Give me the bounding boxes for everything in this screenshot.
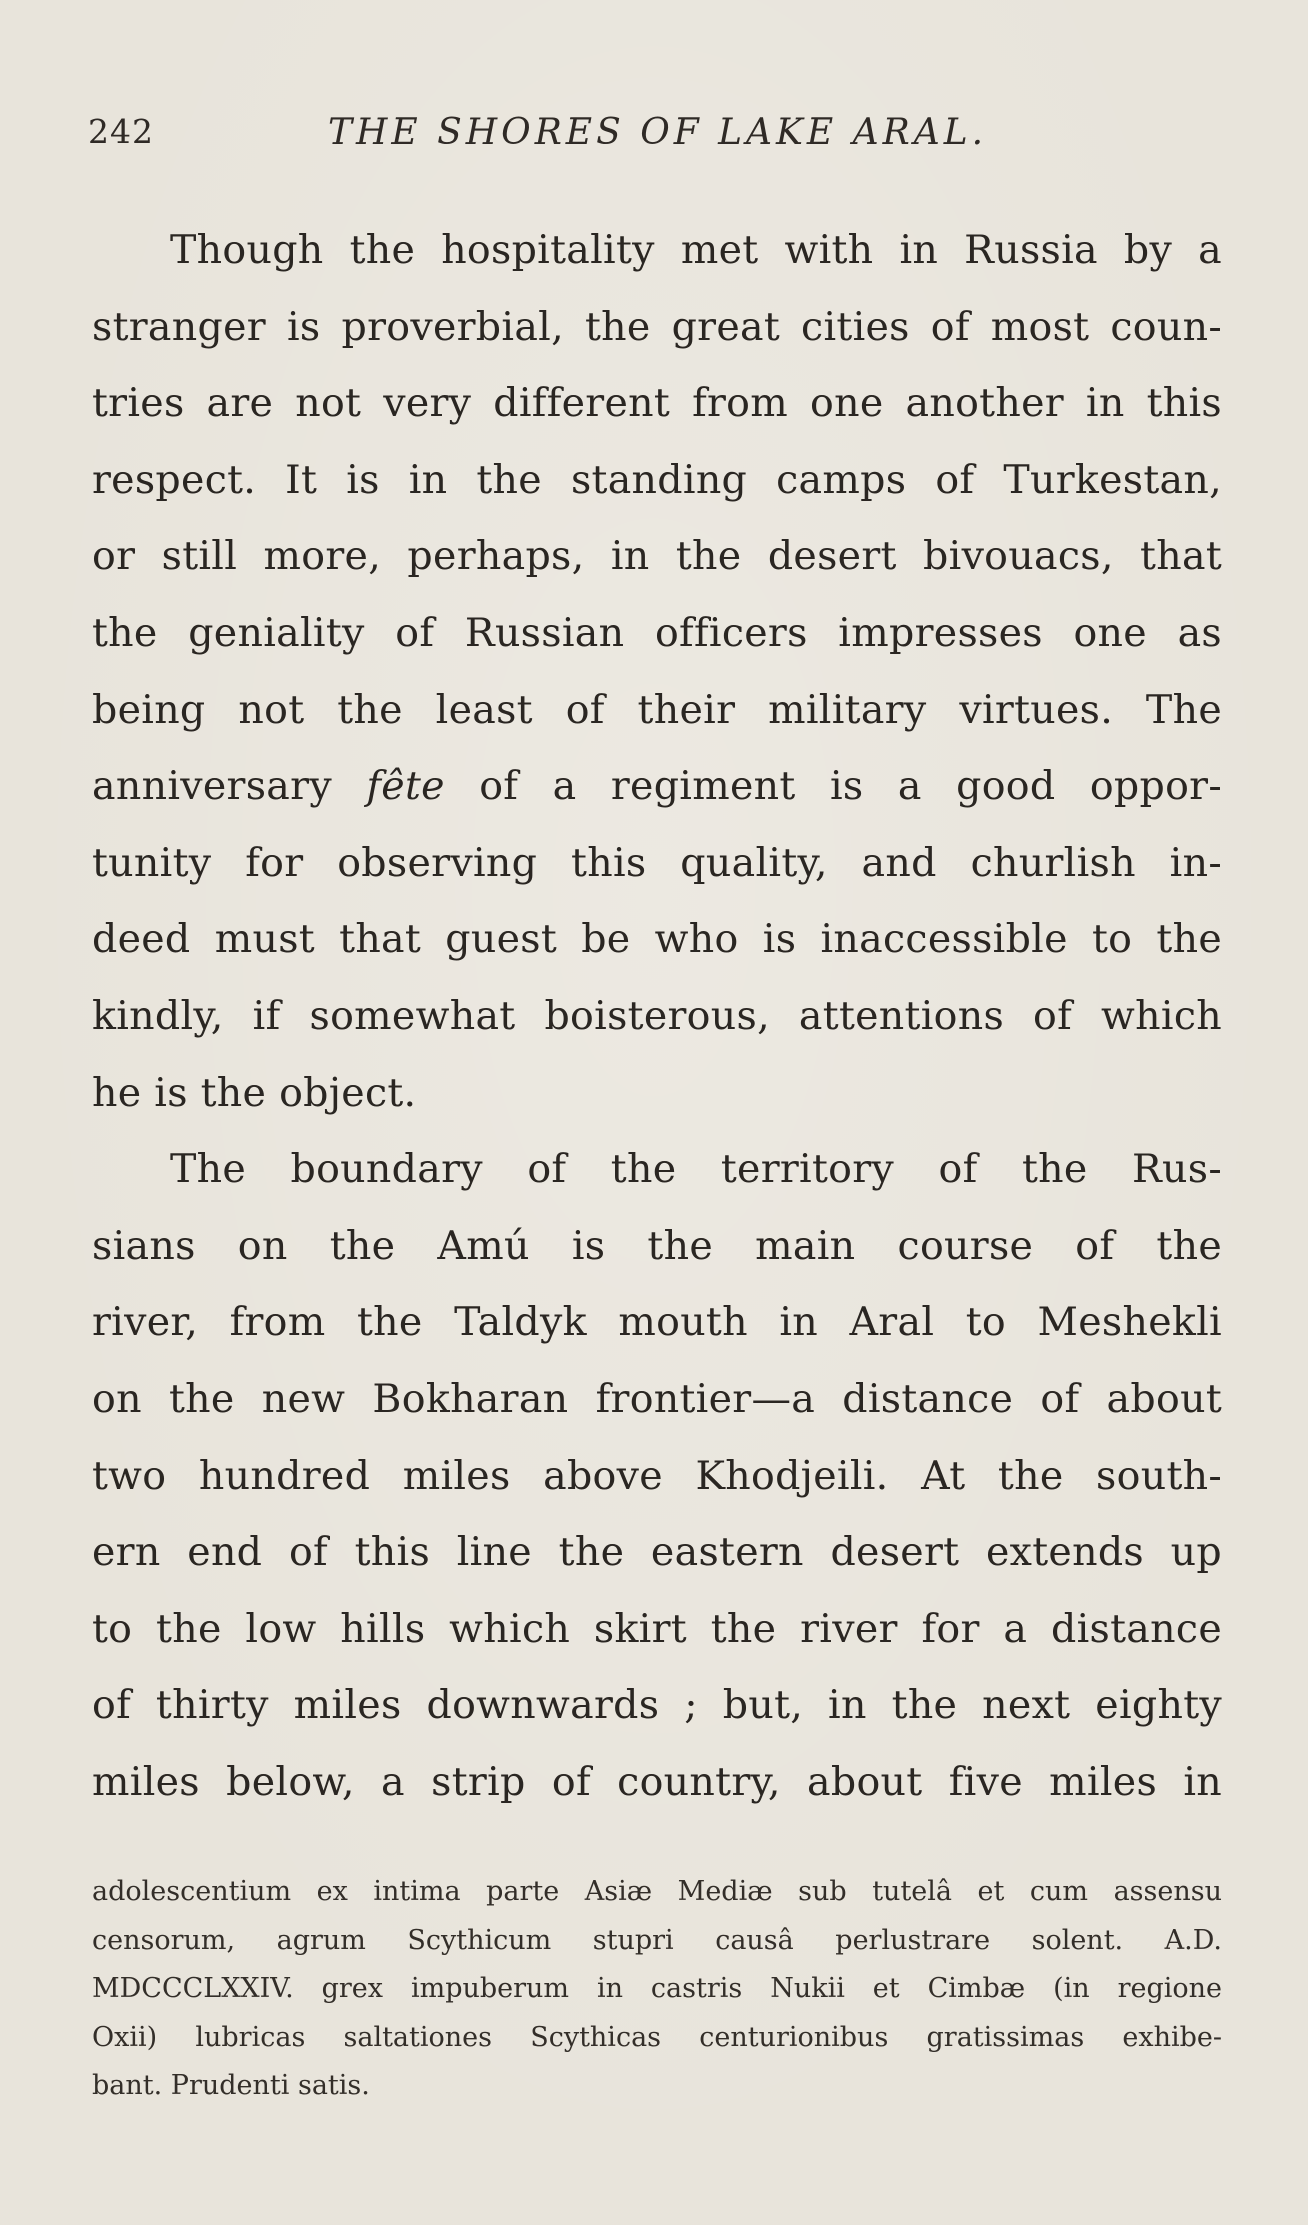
text-line: respect. It is in the standing camps of Turkestan, bbox=[92, 456, 1222, 503]
running-title: THE SHORES OF LAKE ARAL. bbox=[328, 112, 988, 153]
text-line: anniversary fête of a regiment is a good oppor- bbox=[92, 763, 1222, 810]
text-line: two hundred miles above Khodjeili. At the south- bbox=[92, 1452, 1222, 1499]
footnote-line: bant. Prudenti satis. bbox=[92, 2070, 370, 2102]
text-line: of thirty miles downwards ; but, in the next eighty bbox=[92, 1682, 1222, 1729]
text-line: Though the hospitality met with in Russia by a bbox=[170, 227, 1222, 273]
footnote-line: censorum, agrum Scythicum stupri causâ perlustrare solent. A.D. bbox=[92, 1924, 1222, 1956]
page-number: 242 bbox=[88, 112, 154, 151]
text-line: The boundary of the territory of the Rus- bbox=[170, 1146, 1222, 1193]
text-line: kindly, if somewhat boisterous, attentions of which bbox=[92, 992, 1222, 1039]
text-line: river, from the Taldyk mouth in Aral to Meshekli bbox=[92, 1299, 1222, 1346]
footnote-line: MDCCCLXXIV. grex impuberum in castris Nukii et Cimbæ (in regione bbox=[92, 1973, 1222, 2005]
text-line: miles below, a strip of country, about five miles in bbox=[92, 1758, 1222, 1805]
running-head bbox=[88, 112, 1222, 162]
text-line: to the low hills which skirt the river for a distance bbox=[92, 1605, 1222, 1652]
footnote-line: Oxii) lubricas saltationes Scythicas centurionibus gratissimas exhibe- bbox=[92, 2021, 1222, 2053]
text-line: he is the object. bbox=[92, 1069, 417, 1116]
text-line: sians on the Amú is the main course of the bbox=[92, 1222, 1222, 1269]
italic-word: fête bbox=[366, 763, 445, 810]
text-line: on the new Bokharan frontier—a distance of about bbox=[92, 1375, 1222, 1422]
body-text bbox=[92, 212, 1222, 1820]
text-line: tries are not very different from one another in this bbox=[92, 380, 1222, 427]
text-line: tunity for observing this quality, and churlish in- bbox=[92, 839, 1222, 886]
text-line: or still more, perhaps, in the desert bivouacs, that bbox=[92, 533, 1222, 580]
text-line: stranger is proverbial, the great cities of most coun- bbox=[92, 303, 1222, 350]
footnote-line: adolescentium ex intima parte Asiæ Mediæ sub tutelâ et cum assensu bbox=[92, 1876, 1222, 1907]
text-line: the geniality of Russian officers impresses one as bbox=[92, 609, 1222, 656]
text-line: ern end of this line the eastern desert extends up bbox=[92, 1529, 1222, 1576]
footnote bbox=[92, 1868, 1222, 2111]
text-line: being not the least of their military virtues. The bbox=[92, 686, 1222, 733]
text-line: deed must that guest be who is inaccessible to the bbox=[92, 916, 1222, 963]
